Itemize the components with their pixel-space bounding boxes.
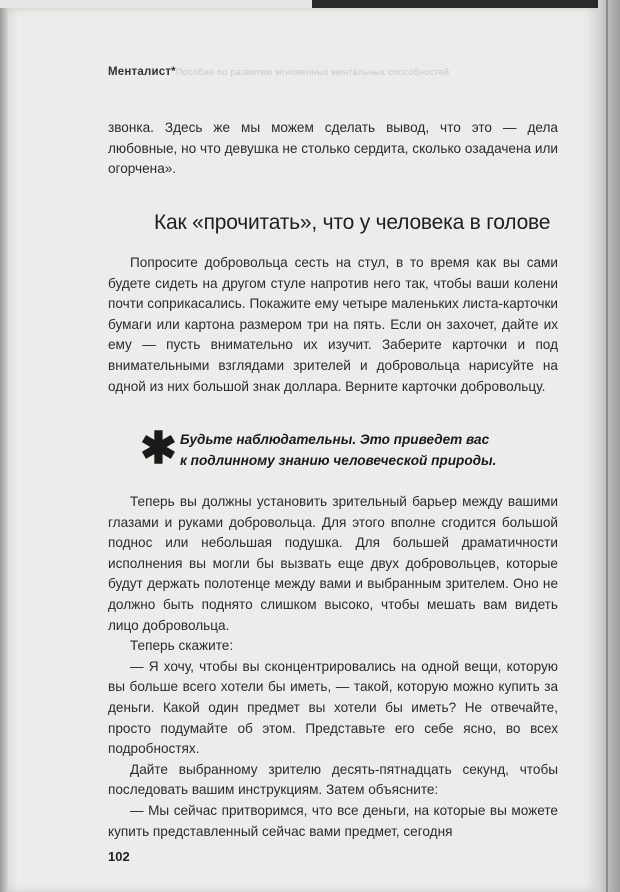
paragraph-4-text: — Я хочу, чтобы вы сконцентрировались на одной вещи, которую вы больше всего хотели бы иметь, — такой, которую можно купить за деньги. Какой один предмет вы хотели бы иметь? Не отвечайте, просто подумайте об этом. Представьте его себе ясно, во всех подробностях. xyxy=(108,658,558,757)
paragraph-1 xyxy=(108,253,558,397)
section-heading: Как «прочитать», что у человека в голове xyxy=(154,211,551,234)
paragraph-6-text: — Мы сейчас притворимся, что все деньги, на которые вы можете купить представленный сейчас вами предмет, сегодня xyxy=(108,802,558,839)
paragraph-2-text: Теперь вы должны установить зрительный барьер между вашими глазами и руками добровольца. Для этого вполне сгодится большой поднос или небольшая подушка. Для большей драматичности исполнения вы могли бы вызвать еще двух добровольцев, которые будут держать полотенце между вами и выбранным зрителем. Оно не должно быть поднято слишком высоко, чтобы мешать вам видеть лицо добровольца. xyxy=(108,494,558,633)
intro-paragraph xyxy=(108,118,558,180)
intro-text: звонка. Здесь же мы можем сделать вывод, что это — дела любовные, но что девушка не столько сердита, сколько озадачена или огорчена». xyxy=(108,120,558,177)
paragraph-5-text: Дайте выбранному зрителю десять-пятнадцать секунд, чтобы последовать вашим инструкциям. Затем объясните: xyxy=(108,761,558,798)
body-continued xyxy=(108,492,558,842)
left-scan-edge xyxy=(0,8,8,892)
running-title: Менталист* xyxy=(108,66,176,78)
callout-line-2: к подлинному знанию человеческой природы. xyxy=(180,453,497,468)
spine-crease xyxy=(606,0,608,892)
star-icon: ✱ xyxy=(140,424,177,473)
top-scan-edge-light xyxy=(0,0,312,8)
paragraph-1-text: Попросите добровольца сесть на стул, в то время как вы сами будете сидеть на другом стуле напротив него так, чтобы ваши колени почти соприкасались. Покажите ему четыре маленьких листа-карточки бумаги или картона размером три на пять. Если он захочет, дайте их ему — пусть внимательно их изучит. Заберите карточки и под внимательными взглядами зрителей и добровольца нарисуйте на одной из них большой знак доллара. Верните карточки добровольцу. xyxy=(108,255,559,394)
book-spine xyxy=(598,0,620,892)
callout-text xyxy=(180,429,580,471)
paragraph-3-text: Теперь скажите: xyxy=(130,638,234,654)
running-subtitle: Пособие по развитию мгновенных ментальных способностей xyxy=(176,67,450,77)
page-number: 102 xyxy=(108,849,130,864)
callout-line-1: Будьте наблюдательны. Это приведет вас xyxy=(180,432,490,447)
